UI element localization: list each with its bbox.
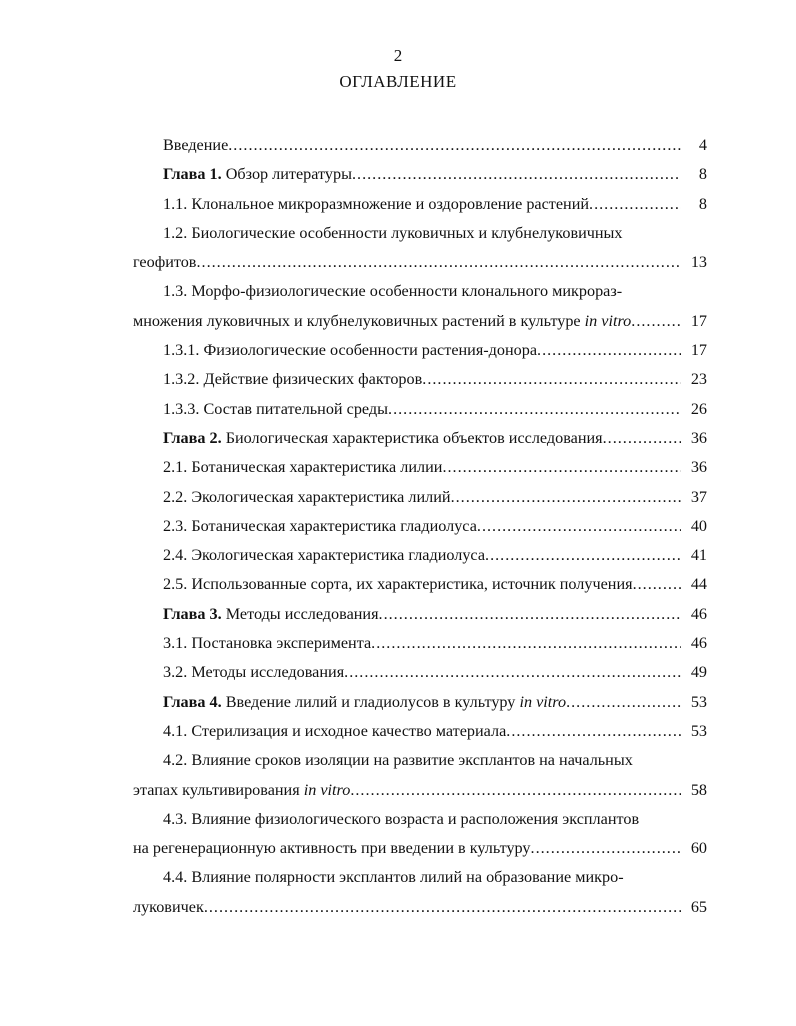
dot-leader [633,570,681,599]
entry-page-number: 4 [698,136,707,154]
entry-title: 4.4. Влияние полярности эксплантов лилий на образование микро- [163,868,624,887]
entry-page-number: 37 [690,487,707,506]
entry-title: 2.2. Экологическая характеристика лилий [163,487,451,506]
chapter-label: Глава 1. [163,165,222,184]
toc-line [133,219,707,248]
entry-page-number: 53 [690,692,707,711]
toc-line [133,307,707,336]
dot-leader [352,160,681,189]
toc-line [133,131,707,160]
entry-page-number: 53 [690,721,707,740]
dot-leader [196,248,681,277]
entry-title: Обзор литературы [221,165,352,184]
dot-leader [531,834,681,863]
toc-entry-text [163,688,566,717]
toc-line [133,424,707,453]
dot-leader [442,453,681,482]
entry-title: 1.3.1. Физиологические особенности растения-донора [163,341,538,360]
entry-title: 4.1. Стерилизация и исходное качество материала [163,721,507,740]
toc-entry-text [163,395,388,424]
entry-title: 2.3. Ботаническая характеристика гладиолуса [163,516,477,535]
entry-italic: in vitro [584,311,632,330]
entry-page-number: 8 [698,194,707,213]
toc-entry-text [163,453,442,482]
toc-entry-text [163,541,485,570]
entry-page-number: 41 [690,546,707,565]
toc-entry-text [163,190,589,219]
toc-entry-text [163,219,623,248]
toc-line [133,834,707,863]
entry-title: 2.5. Использованные сорта, их характеристика, источник получения [163,575,633,594]
toc-entry-text [163,863,624,892]
toc-entry-text [163,483,451,512]
entry-title: Методы исследования [221,604,379,623]
toc-entry-text [163,600,379,629]
toc-line [133,160,707,189]
toc-entry-text [163,336,537,365]
entry-title: 3.1. Постановка эксперимента [163,634,372,653]
entry-title: 4.3. Влияние физиологического возраста и расположения эксплантов [163,809,640,828]
toc-entry-text [133,834,531,863]
entry-page-number: 26 [690,399,707,418]
entry-title: 2.4. Экологическая характеристика гладиолуса [163,546,486,565]
toc-line [133,365,707,394]
dot-leader [506,717,681,746]
toc-line [133,863,707,892]
toc-line [133,395,707,424]
dot-leader [631,307,681,336]
entry-title: луковичек [133,897,204,916]
toc-line [133,483,707,512]
toc-line [133,453,707,482]
toc-line [133,776,707,805]
table-of-contents [133,131,707,922]
entry-page-number: 36 [690,428,707,447]
entry-title: 3.2. Методы исследования [163,663,345,682]
toc-entry-text [163,424,603,453]
toc-entry-text [133,776,350,805]
dot-leader [379,600,681,629]
dot-leader [603,424,681,453]
entry-page-number: 17 [690,311,707,330]
dot-leader [589,190,681,219]
toc-entry-text [133,893,204,922]
entry-italic: in vitro [303,780,351,799]
entry-page-number: 23 [690,370,707,389]
entry-page-number: 8 [698,165,707,184]
toc-entry-text [163,160,352,189]
toc-entry-text [163,277,622,306]
chapter-label: Глава 3. [163,604,222,623]
entry-italic: in vitro [519,692,567,711]
toc-line [133,629,707,658]
toc-line [133,541,707,570]
toc-line [133,570,707,599]
toc-entry-text [163,512,477,541]
toc-entry-text [163,570,633,599]
toc-line [133,248,707,277]
entry-title: 1.1. Клональное микроразмножение и оздоровление растений [163,194,590,213]
entry-page-number: 46 [690,634,707,653]
entry-page-number: 17 [690,341,707,360]
dot-leader [451,483,681,512]
dot-leader [566,688,681,717]
toc-line [133,600,707,629]
toc-entry-text [163,805,639,834]
entry-title: Биологическая характеристика объектов исследования [221,428,603,447]
entry-title: 1.3.2. Действие физических факторов [163,370,423,389]
entry-page-number: 58 [690,780,707,799]
entry-page-number: 13 [690,253,707,272]
toc-line [133,717,707,746]
dot-leader [388,395,681,424]
dot-leader [350,776,681,805]
chapter-label: Глава 2. [163,428,222,447]
entry-title: Введение [163,136,229,154]
entry-page-number: 44 [690,575,707,594]
entry-title: геофитов [133,253,197,272]
entry-page-number: 65 [690,897,707,916]
toc-line [133,336,707,365]
toc-entry-text [133,307,631,336]
dot-leader [485,541,681,570]
toc-entry-text [163,629,371,658]
toc-line [133,658,707,687]
toc-line [133,190,707,219]
dot-leader [422,365,681,394]
dot-leader [204,893,681,922]
entry-title: 1.3.3. Состав питательной среды [163,399,389,418]
toc-line [133,688,707,717]
toc-entry-text [163,658,344,687]
dot-leader [477,512,681,541]
entry-title: 1.2. Биологические особенности луковичных и клубнелуковичных [163,223,623,242]
page-title: ОГЛАВЛЕНИЕ [339,72,457,91]
entry-page-number: 60 [690,839,707,858]
entry-title: 4.2. Влияние сроков изоляции на развитие эксплантов на начальных [163,751,633,770]
toc-line [133,512,707,541]
entry-page-number: 40 [690,516,707,535]
entry-page-number: 36 [690,458,707,477]
entry-page-number: 46 [690,604,707,623]
dot-leader [344,658,681,687]
toc-entry-text [163,365,422,394]
toc-entry-text [163,717,506,746]
entry-title: 2.1. Ботаническая характеристика лилии [163,458,443,477]
entry-title: этапах культивирования [133,780,304,799]
dot-leader [228,131,681,160]
toc-entry-text [133,248,196,277]
toc-line [133,805,707,834]
entry-title: Введение лилий и гладиолусов в культуру [221,692,520,711]
entry-title: 1.3. Морфо-физиологические особенности клонального микрораз- [163,282,623,301]
entry-title: множения луковичных и клубнелуковичных растений в культуре [133,311,585,330]
toc-line [133,746,707,775]
toc-entry-text [163,746,633,775]
toc-line [133,277,707,306]
entry-title: на регенерационную активность при введении в культуру [133,839,531,858]
dot-leader [537,336,681,365]
toc-entry-text [163,131,228,160]
entry-page-number: 49 [690,663,707,682]
chapter-label: Глава 4. [163,692,222,711]
page-number: 2 [393,46,403,65]
dot-leader [371,629,681,658]
toc-line [133,893,707,922]
